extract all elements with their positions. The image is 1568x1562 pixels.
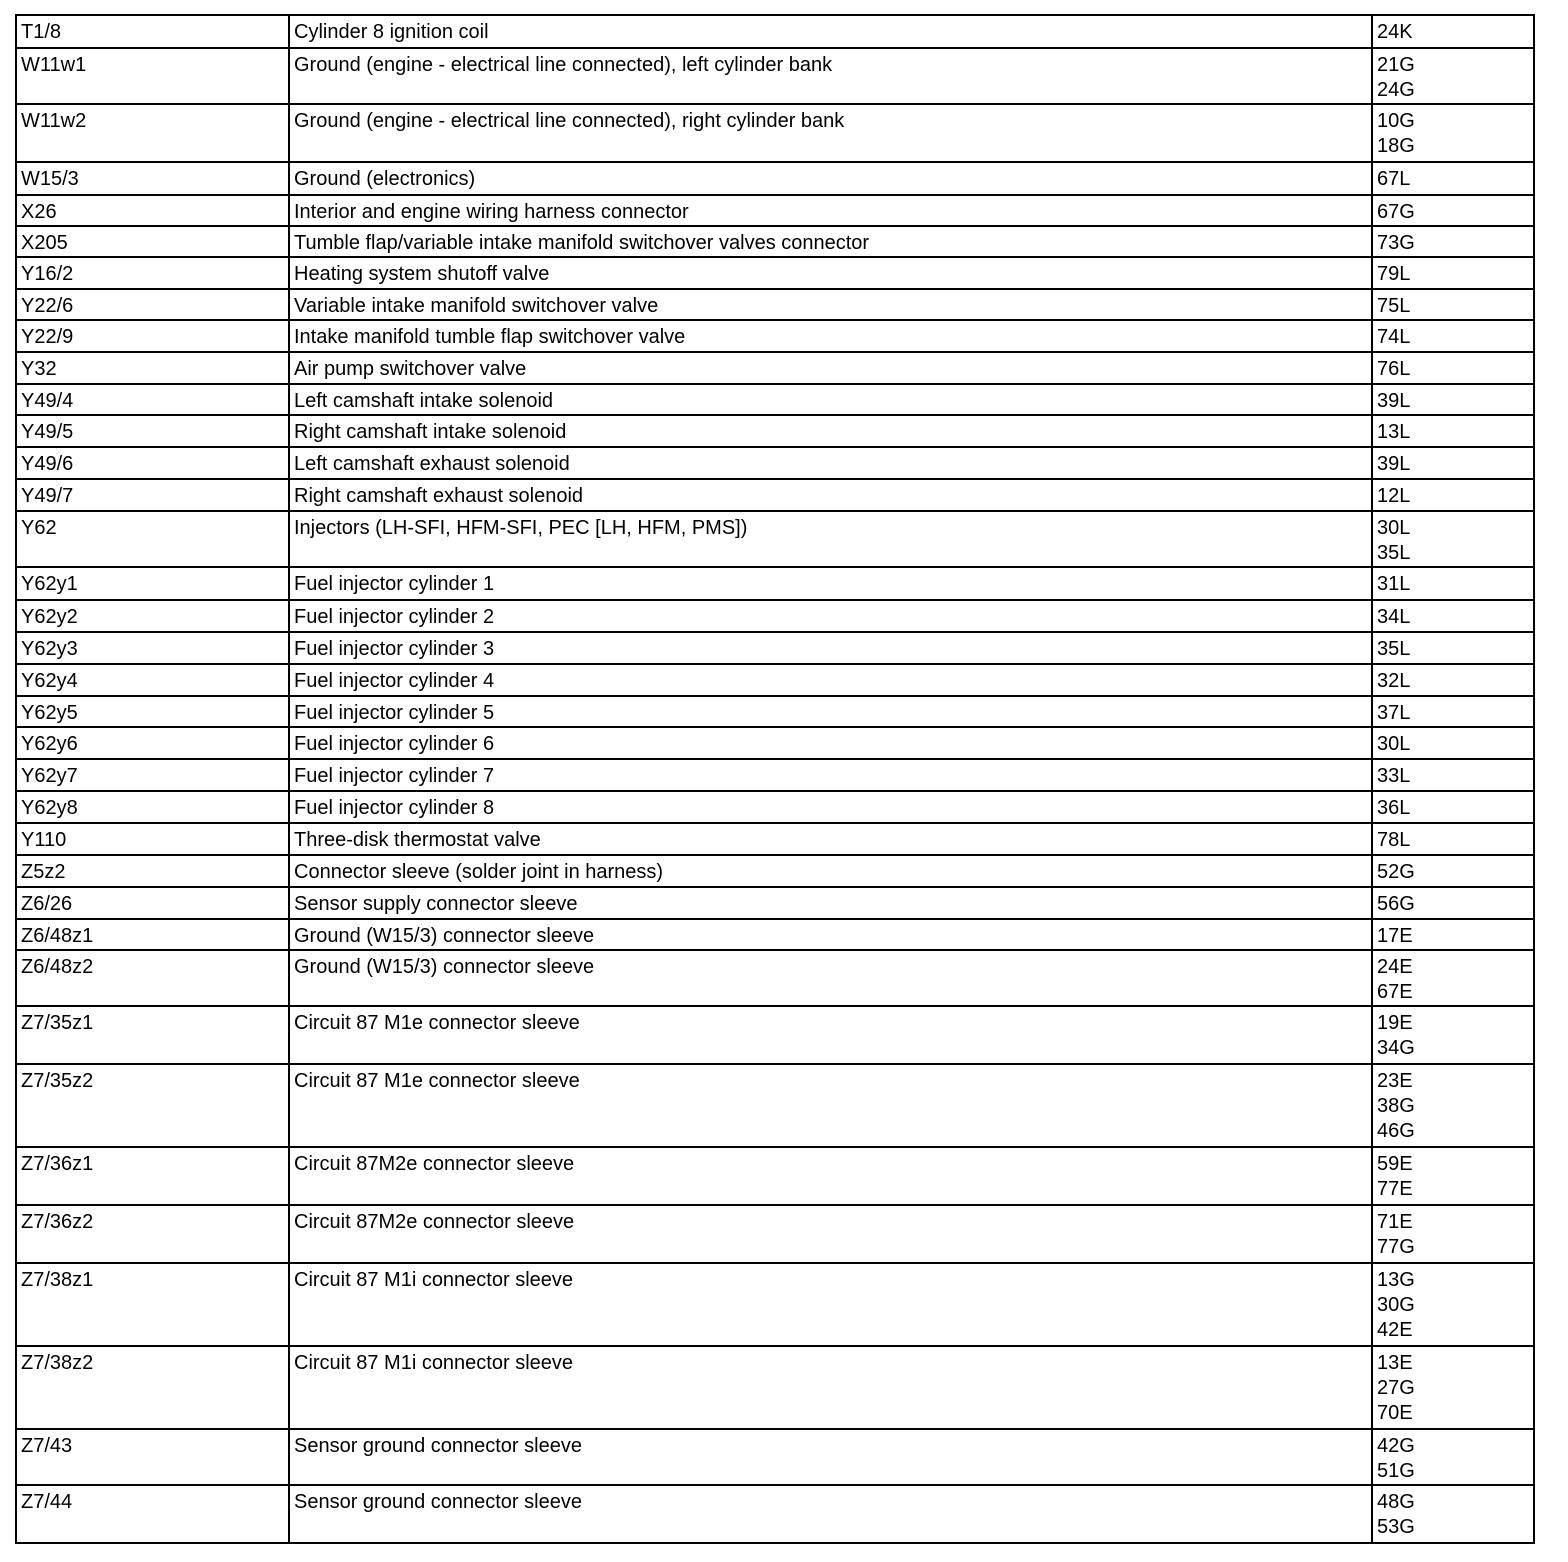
table-row	[16, 1006, 1534, 1064]
component-description-cell: Fuel injector cylinder 8	[289, 791, 1372, 823]
grid-location: 76L	[1377, 358, 1411, 380]
table-row	[16, 384, 1534, 415]
component-description-cell: Circuit 87 M1e connector sleeve	[289, 1064, 1372, 1147]
grid-location: 70E	[1377, 1402, 1413, 1424]
component-code-cell: Y49/7	[16, 479, 289, 511]
component-description-cell: Circuit 87 M1i connector sleeve	[289, 1263, 1372, 1346]
component-description-cell: Air pump switchover valve	[289, 352, 1372, 384]
component-description-cell: Sensor ground connector sleeve	[289, 1485, 1372, 1543]
grid-location: 71E	[1377, 1211, 1413, 1233]
grid-location: 17E	[1377, 925, 1413, 947]
grid-location: 36L	[1377, 797, 1411, 819]
component-code-cell: Y49/6	[16, 447, 289, 479]
component-code-cell: X205	[16, 226, 289, 257]
table-row	[16, 511, 1534, 567]
component-code-cell: Y110	[16, 823, 289, 855]
component-description-cell: Fuel injector cylinder 2	[289, 600, 1372, 632]
grid-location-cell	[1372, 727, 1534, 759]
grid-location-cell	[1372, 632, 1534, 664]
grid-location-cell	[1372, 15, 1534, 48]
grid-location-cell	[1372, 1006, 1534, 1064]
component-code-cell: Y62y8	[16, 791, 289, 823]
grid-location: 23E	[1377, 1070, 1413, 1092]
grid-location-cell	[1372, 791, 1534, 823]
component-description-cell: Fuel injector cylinder 7	[289, 759, 1372, 791]
component-code-cell: Z6/48z2	[16, 950, 289, 1006]
component-code-cell: Y62y4	[16, 664, 289, 696]
table-row	[16, 352, 1534, 384]
table-row	[16, 919, 1534, 950]
component-code-cell: Z7/35z1	[16, 1006, 289, 1064]
grid-location: 35L	[1377, 542, 1411, 564]
component-code-cell: W15/3	[16, 162, 289, 195]
grid-location-cell	[1372, 289, 1534, 320]
grid-location: 13E	[1377, 1352, 1413, 1374]
component-code-cell: W11w1	[16, 48, 289, 104]
component-code-cell: Y62y5	[16, 696, 289, 727]
grid-location: 21G	[1377, 54, 1415, 76]
component-code-cell: Y22/6	[16, 289, 289, 320]
table-row	[16, 195, 1534, 226]
grid-location: 77G	[1377, 1236, 1415, 1258]
grid-location: 78L	[1377, 829, 1411, 851]
legend-table-body	[16, 15, 1534, 1543]
grid-location: 42G	[1377, 1435, 1415, 1457]
table-row	[16, 1205, 1534, 1263]
component-description-cell: Intake manifold tumble flap switchover valve	[289, 320, 1372, 352]
grid-location: 18G	[1377, 135, 1415, 157]
component-description-cell: Circuit 87 M1e connector sleeve	[289, 1006, 1372, 1064]
grid-location: 73G	[1377, 232, 1415, 254]
component-code-cell: Z7/43	[16, 1429, 289, 1485]
grid-location-cell	[1372, 352, 1534, 384]
grid-location: 39L	[1377, 453, 1411, 475]
component-description-cell: Fuel injector cylinder 5	[289, 696, 1372, 727]
grid-location: 59E	[1377, 1153, 1413, 1175]
table-row	[16, 257, 1534, 289]
component-code-cell: Z5z2	[16, 855, 289, 887]
component-code-cell: Z7/44	[16, 1485, 289, 1543]
component-code-cell: Z6/26	[16, 887, 289, 919]
component-code-cell: T1/8	[16, 15, 289, 48]
grid-location: 51G	[1377, 1460, 1415, 1482]
component-description-cell: Circuit 87M2e connector sleeve	[289, 1147, 1372, 1205]
component-description-cell: Right camshaft exhaust solenoid	[289, 479, 1372, 511]
grid-location-cell	[1372, 511, 1534, 567]
table-row	[16, 15, 1534, 48]
table-row	[16, 289, 1534, 320]
component-description-cell: Fuel injector cylinder 1	[289, 567, 1372, 600]
component-description-cell: Ground (W15/3) connector sleeve	[289, 919, 1372, 950]
grid-location-cell	[1372, 600, 1534, 632]
grid-location-cell	[1372, 162, 1534, 195]
grid-location-cell	[1372, 1147, 1534, 1205]
component-description-cell: Circuit 87M2e connector sleeve	[289, 1205, 1372, 1263]
grid-location-cell	[1372, 195, 1534, 226]
grid-location-cell	[1372, 320, 1534, 352]
grid-location-cell	[1372, 759, 1534, 791]
grid-location-cell	[1372, 887, 1534, 919]
component-code-cell: Y49/5	[16, 415, 289, 447]
component-description-cell: Sensor ground connector sleeve	[289, 1429, 1372, 1485]
component-description-cell: Connector sleeve (solder joint in harness)	[289, 855, 1372, 887]
grid-location: 13L	[1377, 421, 1411, 443]
component-description-cell: Three-disk thermostat valve	[289, 823, 1372, 855]
table-row	[16, 1147, 1534, 1205]
component-code-cell: Z7/38z2	[16, 1346, 289, 1429]
grid-location: 10G	[1377, 110, 1415, 132]
table-row	[16, 320, 1534, 352]
grid-location: 48G	[1377, 1491, 1415, 1513]
grid-location: 56G	[1377, 893, 1415, 915]
grid-location: 24G	[1377, 79, 1415, 101]
grid-location-cell	[1372, 104, 1534, 162]
component-description-cell: Ground (engine - electrical line connected), right cylinder bank	[289, 104, 1372, 162]
grid-location: 19E	[1377, 1012, 1413, 1034]
grid-location-cell	[1372, 48, 1534, 104]
component-code-cell: Y32	[16, 352, 289, 384]
grid-location: 35L	[1377, 638, 1411, 660]
table-row	[16, 1485, 1534, 1543]
component-code-cell: Z6/48z1	[16, 919, 289, 950]
grid-location: 46G	[1377, 1120, 1415, 1142]
table-row	[16, 1429, 1534, 1485]
table-row	[16, 415, 1534, 447]
component-description-cell: Circuit 87 M1i connector sleeve	[289, 1346, 1372, 1429]
grid-location-cell	[1372, 226, 1534, 257]
grid-location: 67G	[1377, 201, 1415, 223]
component-code-cell: Y22/9	[16, 320, 289, 352]
table-row	[16, 48, 1534, 104]
component-description-cell: Right camshaft intake solenoid	[289, 415, 1372, 447]
table-row	[16, 479, 1534, 511]
table-row	[16, 664, 1534, 696]
component-code-cell: Z7/38z1	[16, 1263, 289, 1346]
component-code-cell: Z7/36z2	[16, 1205, 289, 1263]
component-code-cell: Y62y7	[16, 759, 289, 791]
component-code-cell: Y62y6	[16, 727, 289, 759]
table-row	[16, 162, 1534, 195]
table-row	[16, 447, 1534, 479]
component-description-cell: Sensor supply connector sleeve	[289, 887, 1372, 919]
grid-location: 30L	[1377, 733, 1411, 755]
grid-location: 32L	[1377, 670, 1411, 692]
component-description-cell: Variable intake manifold switchover valve	[289, 289, 1372, 320]
grid-location: 39L	[1377, 390, 1411, 412]
grid-location-cell	[1372, 1205, 1534, 1263]
grid-location-cell	[1372, 1346, 1534, 1429]
component-legend-table	[15, 14, 1535, 1544]
grid-location-cell	[1372, 919, 1534, 950]
grid-location-cell	[1372, 696, 1534, 727]
grid-location: 67E	[1377, 981, 1413, 1003]
grid-location: 38G	[1377, 1095, 1415, 1117]
grid-location: 13G	[1377, 1269, 1415, 1291]
grid-location: 53G	[1377, 1516, 1415, 1538]
table-row	[16, 696, 1534, 727]
component-description-cell: Heating system shutoff valve	[289, 257, 1372, 289]
component-description-cell: Ground (engine - electrical line connected), left cylinder bank	[289, 48, 1372, 104]
component-code-cell: W11w2	[16, 104, 289, 162]
component-code-cell: Y16/2	[16, 257, 289, 289]
component-description-cell: Ground (electronics)	[289, 162, 1372, 195]
component-code-cell: Y62y1	[16, 567, 289, 600]
component-code-cell: Y62	[16, 511, 289, 567]
component-code-cell: Z7/35z2	[16, 1064, 289, 1147]
grid-location-cell	[1372, 950, 1534, 1006]
table-row	[16, 1346, 1534, 1429]
table-row	[16, 567, 1534, 600]
component-code-cell: Y49/4	[16, 384, 289, 415]
table-row	[16, 823, 1534, 855]
grid-location: 79L	[1377, 263, 1411, 285]
component-description-cell: Injectors (LH-SFI, HFM-SFI, PEC [LH, HFM, PMS])	[289, 511, 1372, 567]
grid-location: 74L	[1377, 326, 1411, 348]
grid-location: 33L	[1377, 765, 1411, 787]
table-row	[16, 759, 1534, 791]
table-row	[16, 226, 1534, 257]
component-description-cell: Left camshaft intake solenoid	[289, 384, 1372, 415]
grid-location: 34L	[1377, 606, 1411, 628]
component-code-cell: X26	[16, 195, 289, 226]
grid-location: 12L	[1377, 485, 1411, 507]
component-description-cell: Tumble flap/variable intake manifold switchover valves connector	[289, 226, 1372, 257]
table-row	[16, 855, 1534, 887]
component-description-cell: Interior and engine wiring harness connector	[289, 195, 1372, 226]
component-description-cell: Left camshaft exhaust solenoid	[289, 447, 1372, 479]
component-code-cell: Y62y2	[16, 600, 289, 632]
grid-location-cell	[1372, 1485, 1534, 1543]
grid-location: 34G	[1377, 1037, 1415, 1059]
table-row	[16, 600, 1534, 632]
grid-location-cell	[1372, 1064, 1534, 1147]
table-row	[16, 1064, 1534, 1147]
table-row	[16, 887, 1534, 919]
grid-location: 52G	[1377, 861, 1415, 883]
component-code-cell: Z7/36z1	[16, 1147, 289, 1205]
grid-location-cell	[1372, 479, 1534, 511]
grid-location-cell	[1372, 415, 1534, 447]
grid-location-cell	[1372, 384, 1534, 415]
grid-location-cell	[1372, 567, 1534, 600]
grid-location-cell	[1372, 1263, 1534, 1346]
grid-location-cell	[1372, 257, 1534, 289]
grid-location: 37L	[1377, 702, 1411, 724]
grid-location: 24E	[1377, 956, 1413, 978]
component-description-cell: Cylinder 8 ignition coil	[289, 15, 1372, 48]
grid-location: 31L	[1377, 573, 1411, 595]
component-description-cell: Fuel injector cylinder 6	[289, 727, 1372, 759]
grid-location-cell	[1372, 823, 1534, 855]
grid-location: 75L	[1377, 295, 1411, 317]
component-description-cell: Fuel injector cylinder 4	[289, 664, 1372, 696]
component-description-cell: Fuel injector cylinder 3	[289, 632, 1372, 664]
grid-location: 67L	[1377, 168, 1411, 190]
grid-location: 27G	[1377, 1377, 1415, 1399]
component-description-cell: Ground (W15/3) connector sleeve	[289, 950, 1372, 1006]
grid-location: 77E	[1377, 1178, 1413, 1200]
grid-location-cell	[1372, 447, 1534, 479]
table-row	[16, 727, 1534, 759]
grid-location: 24K	[1377, 21, 1413, 43]
table-row	[16, 104, 1534, 162]
grid-location: 30L	[1377, 517, 1411, 539]
grid-location: 30G	[1377, 1294, 1415, 1316]
grid-location-cell	[1372, 664, 1534, 696]
table-row	[16, 950, 1534, 1006]
table-row	[16, 791, 1534, 823]
table-row	[16, 632, 1534, 664]
grid-location: 42E	[1377, 1319, 1413, 1341]
grid-location-cell	[1372, 855, 1534, 887]
grid-location-cell	[1372, 1429, 1534, 1485]
component-code-cell: Y62y3	[16, 632, 289, 664]
table-row	[16, 1263, 1534, 1346]
